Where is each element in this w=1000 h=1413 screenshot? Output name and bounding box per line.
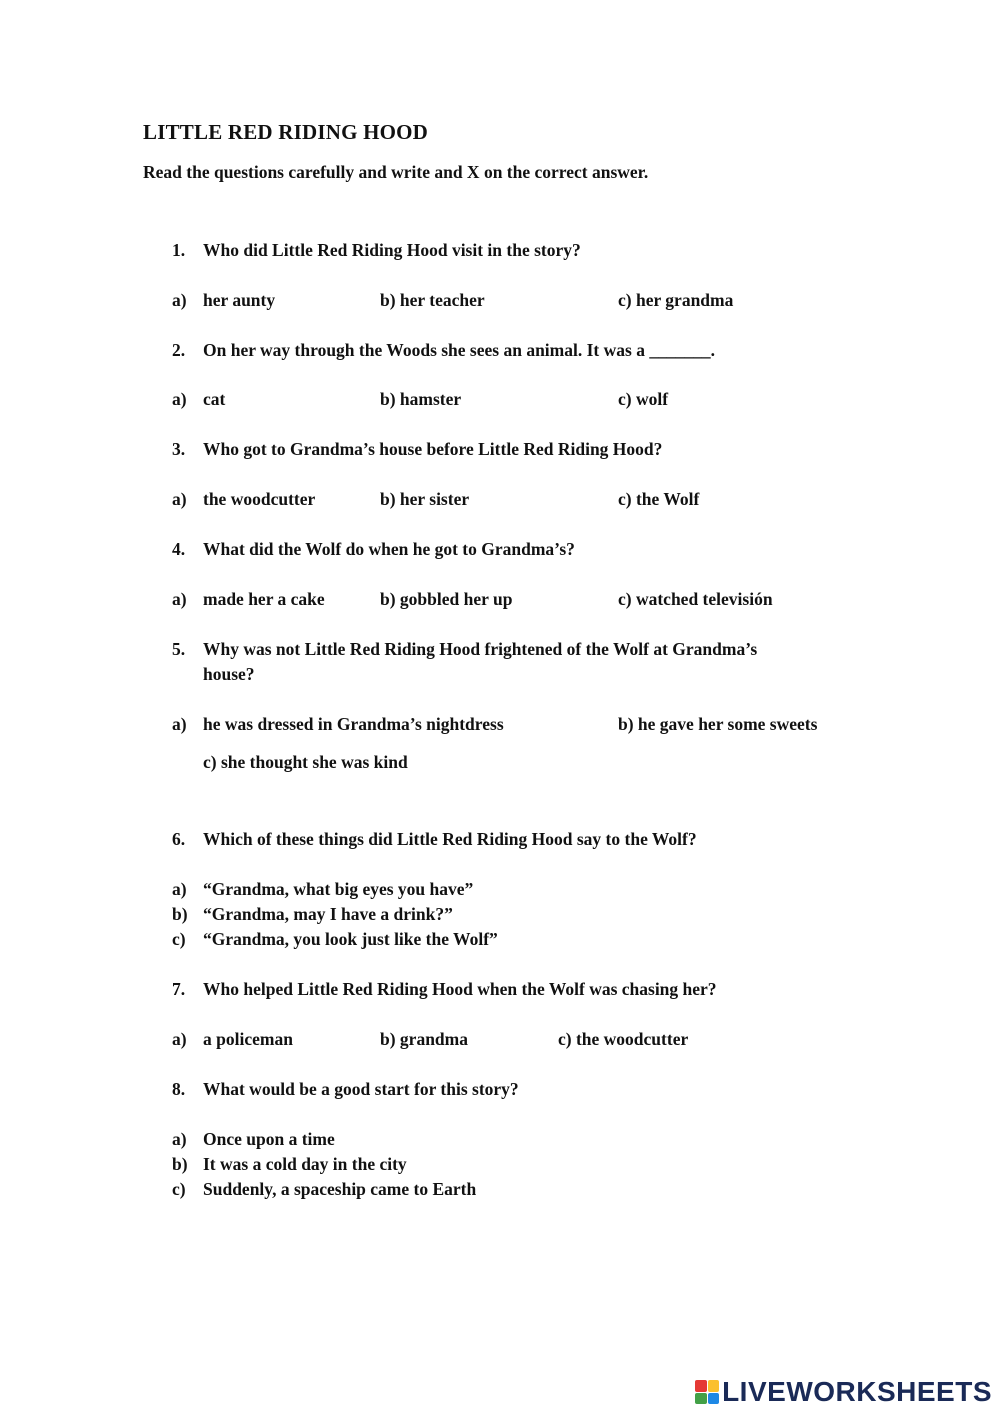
question-number: 4. [172, 539, 186, 559]
option-label: a) [172, 589, 187, 609]
option-a[interactable]: he was dressed in Grandma’s nightdress [203, 714, 504, 734]
question-text: Which of these things did Little Red Riding Hood say to the Wolf? [203, 829, 697, 849]
option-b[interactable]: It was a cold day in the city [203, 1154, 407, 1174]
option-a[interactable]: “Grandma, what big eyes you have” [203, 879, 474, 899]
option-c[interactable]: c) her grandma [618, 290, 734, 310]
question-text: Who helped Little Red Riding Hood when the Wolf was chasing her? [203, 979, 717, 999]
question-text: Who did Little Red Riding Hood visit in the story? [203, 240, 581, 260]
option-c[interactable]: c) she thought she was kind [203, 752, 408, 772]
option-a[interactable]: the woodcutter [203, 489, 316, 509]
option-label: c) [172, 1179, 186, 1199]
question-text: What did the Wolf do when he got to Grandma’s? [203, 539, 575, 559]
option-c[interactable]: c) the Wolf [618, 489, 700, 509]
option-label: a) [172, 714, 187, 734]
instructions: Read the questions carefully and write and X on the correct answer. [143, 162, 649, 182]
question-text: What would be a good start for this story? [203, 1079, 519, 1099]
question-number: 5. [172, 639, 186, 659]
option-b[interactable]: b) her teacher [380, 290, 485, 310]
option-b[interactable]: b) grandma [380, 1029, 468, 1049]
worksheet-title: LITTLE RED RIDING HOOD [143, 120, 429, 144]
liveworksheets-watermark [695, 1377, 992, 1407]
logo-square-red [695, 1380, 707, 1392]
option-label: b) [172, 1154, 188, 1174]
question-number: 2. [172, 340, 186, 360]
option-a[interactable]: her aunty [203, 290, 276, 310]
option-label: a) [172, 1029, 187, 1049]
option-b[interactable]: “Grandma, may I have a drink?” [203, 904, 453, 924]
question-number: 6. [172, 829, 186, 849]
question-text-line-2: house? [203, 664, 255, 684]
option-c[interactable]: c) the woodcutter [558, 1029, 689, 1049]
question-number: 8. [172, 1079, 186, 1099]
option-label: b) [172, 904, 188, 924]
option-a[interactable]: made her a cake [203, 589, 325, 609]
question-number: 3. [172, 439, 186, 459]
question-text: Who got to Grandma’s house before Little Red Riding Hood? [203, 439, 663, 459]
option-a[interactable]: a policeman [203, 1029, 293, 1049]
option-a[interactable]: cat [203, 389, 226, 409]
watermark-text: LIVEWORKSHEETS [722, 1376, 992, 1407]
option-c[interactable]: Suddenly, a spaceship came to Earth [203, 1179, 477, 1199]
option-label: a) [172, 879, 187, 899]
option-a[interactable]: Once upon a time [203, 1129, 335, 1149]
option-label: a) [172, 1129, 187, 1149]
question-text-line-1: Why was not Little Red Riding Hood frightened of the Wolf at Grandma’s [203, 639, 758, 659]
option-b[interactable]: b) her sister [380, 489, 470, 509]
option-c[interactable]: c) watched televisión [618, 589, 773, 609]
option-c[interactable]: “Grandma, you look just like the Wolf” [203, 929, 498, 949]
liveworksheets-logo-icon [695, 1380, 719, 1404]
logo-square-yellow [708, 1380, 720, 1392]
option-b[interactable]: b) he gave her some sweets [618, 714, 818, 734]
option-b[interactable]: b) hamster [380, 389, 462, 409]
option-label: c) [172, 929, 186, 949]
logo-square-blue [708, 1393, 720, 1405]
option-b[interactable]: b) gobbled her up [380, 589, 513, 609]
option-c[interactable]: c) wolf [618, 389, 669, 409]
option-label: a) [172, 290, 187, 310]
question-number: 7. [172, 979, 186, 999]
question-text: On her way through the Woods she sees an animal. It was a _______. [203, 340, 715, 360]
logo-square-green [695, 1393, 707, 1405]
option-label: a) [172, 489, 187, 509]
question-number: 1. [172, 240, 186, 260]
option-label: a) [172, 389, 187, 409]
